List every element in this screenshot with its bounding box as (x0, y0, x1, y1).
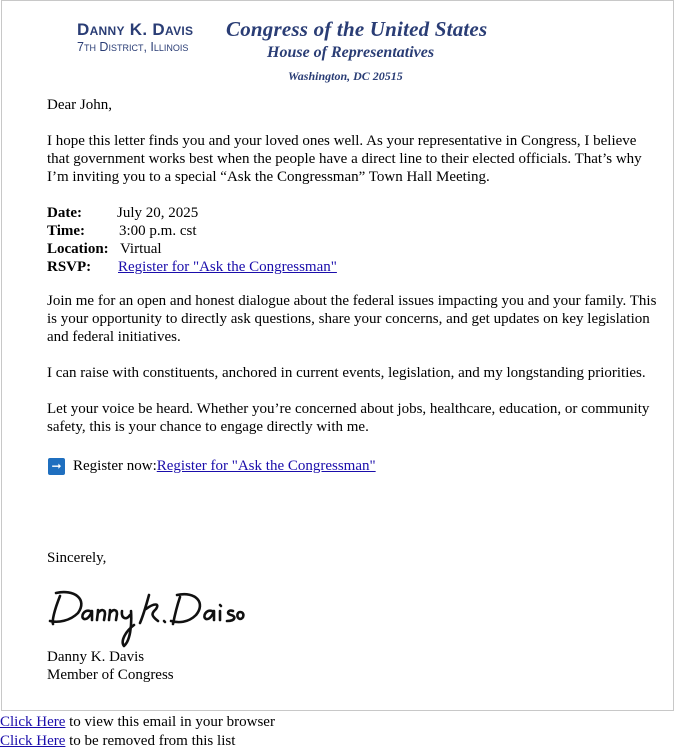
right-arrow-icon: ➞ (48, 458, 65, 475)
rsvp-label: RSVP: (47, 259, 92, 275)
register-now-label: Register now: (73, 458, 157, 474)
signer-title: Member of Congress (47, 667, 174, 683)
rsvp-register-link[interactable]: Register for "Ask the Congressman" (118, 259, 337, 275)
member-district: 7th District, Illinois (77, 40, 189, 54)
letterhead (2, 1, 675, 91)
email-footer (0, 713, 275, 750)
closing: Sincerely, (47, 550, 107, 566)
view-in-browser-link[interactable]: Click Here (0, 714, 66, 730)
footer-view-line (0, 713, 275, 732)
view-in-browser-text: to view this email in your browser (65, 714, 275, 730)
unsubscribe-text: to be removed from this list (65, 732, 236, 749)
city-title: Washington, DC 20515 (288, 69, 403, 83)
detail-row-location (47, 240, 662, 258)
paragraph-join: Join me for an open and honest dialogue about the federal issues impacting you and your family. This is your opportunity to directly ask questions, share your concerns, and get updates on key legislation and federal initiatives. (47, 293, 657, 345)
paragraph-raise: I can raise with constituents, anchored in current events, legislation, and my longstanding priorities. (47, 365, 646, 381)
time-label: Time: (47, 223, 86, 239)
location-label: Location: (47, 241, 109, 257)
time-value: 3:00 p.m. cst (119, 223, 197, 239)
detail-row-time (47, 222, 662, 240)
intro-paragraph: I hope this letter finds you and your loved ones well. As your representative in Congress, I believe that government works best when the people have a direct line to their elected officials. That’s why I’m inviting you to a special “Ask the Congressman” Town Hall Meeting. (47, 133, 642, 185)
date-value: July 20, 2025 (117, 205, 199, 221)
event-details (47, 204, 662, 276)
house-title: House of Representatives (267, 44, 435, 61)
register-now-row (47, 456, 662, 476)
detail-row-rsvp (47, 258, 662, 276)
congress-title: Congress of the United States (226, 17, 488, 41)
register-now-link[interactable]: Register for "Ask the Congressman" (156, 458, 376, 474)
member-name: Danny K. Davis (77, 20, 194, 39)
letter-body (47, 96, 662, 476)
location-value: Virtual (120, 241, 162, 257)
signer-name: Danny K. Davis (47, 649, 145, 665)
signature (46, 581, 251, 649)
date-label: Date: (47, 205, 82, 221)
detail-row-date (47, 204, 662, 222)
letter-container (1, 0, 674, 711)
unsubscribe-link[interactable]: Click Here (0, 732, 66, 749)
footer-remove-line (0, 732, 275, 750)
salutation: Dear John, (47, 97, 112, 113)
paragraph-voice: Let your voice be heard. Whether you’re concerned about jobs, healthcare, education, or community safety, this is your chance to engage directly with me. (47, 401, 650, 435)
